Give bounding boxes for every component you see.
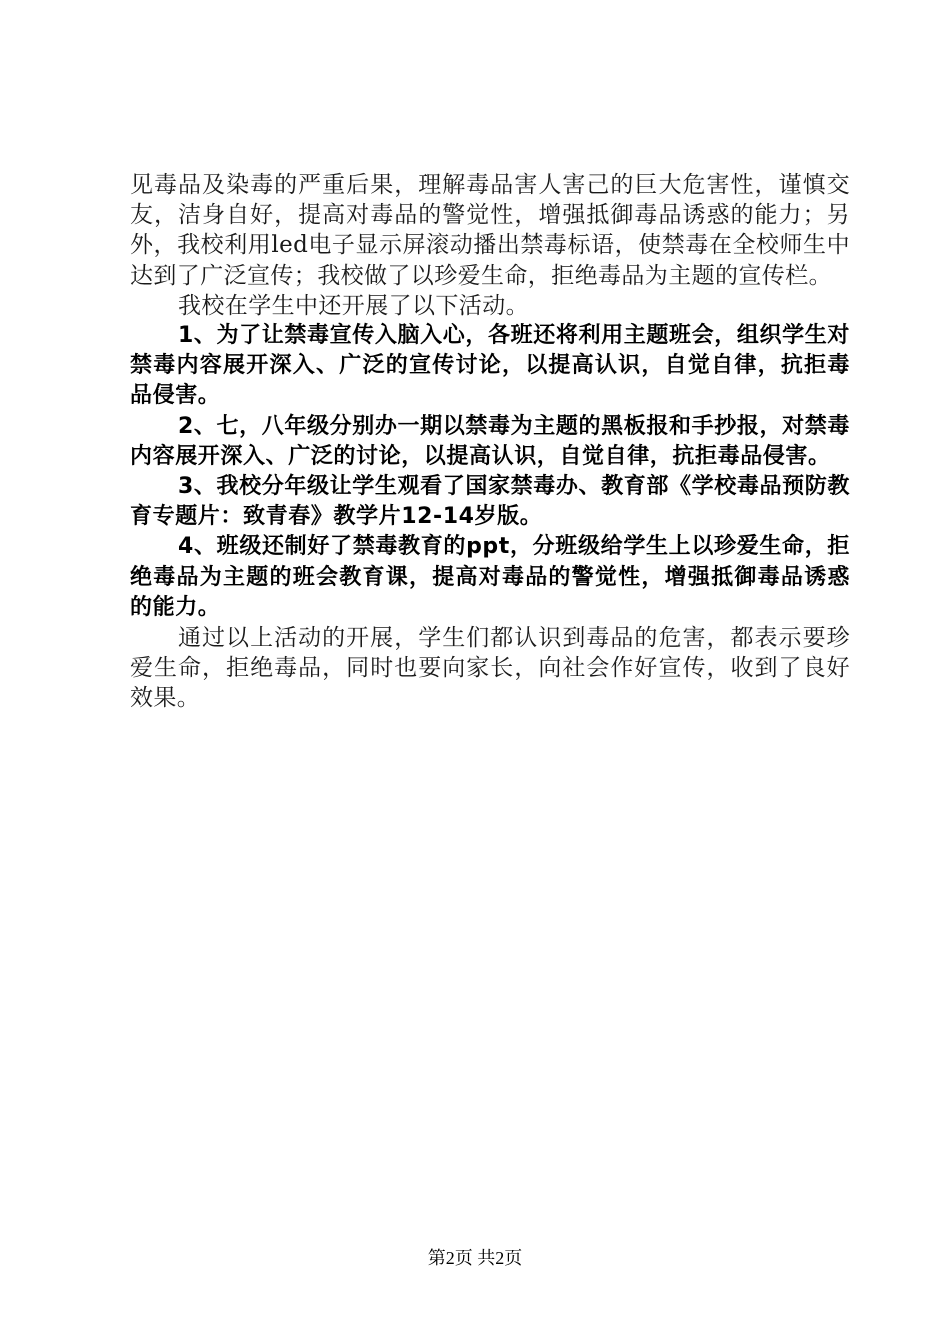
paragraph-activities-intro: 我校在学生中还开展了以下活动。	[178, 292, 529, 319]
paragraph-conclusion: 通过以上活动的开展，学生们都认识到毒品的危害，都表示要珍爱生命，拒绝毒品，同时也要向家长，向社会作好宣传，收到了良好效果。	[130, 625, 850, 712]
paragraph-activity-1: 1、为了让禁毒宣传入脑入心，各班还将利用主题班会，组织学生对禁毒内容展开深入、广泛的宣传讨论，以提高认识，自觉自律，抗拒毒品侵害。	[130, 323, 850, 409]
paragraph-activity-4: 4、班级还制好了禁毒教育的ppt，分班级给学生上以珍爱生命，拒绝毒品为主题的班会教育课，提高对毒品的警觉性，增强抵御毒品诱惑的能力。	[130, 534, 850, 620]
paragraph-continuation: 见毒品及染毒的严重后果，理解毒品害人害己的巨大危害性，谨慎交友，洁身自好，提高对毒品的警觉性，增强抵御毒品诱惑的能力；另外，我校利用led电子显示屏滚动播出禁毒标语，使禁毒在全校师生中达到了广泛宣传；我校做了以珍爱生命，拒绝毒品为主题的宣传栏。	[130, 172, 850, 289]
page-number-footer: 第2页 共2页	[427, 1248, 523, 1268]
paragraph-activity-2: 2、七，八年级分别办一期以禁毒为主题的黑板报和手抄报，对禁毒内容展开深入、广泛的讨论，以提高认识，自觉自律，抗拒毒品侵害。	[130, 413, 850, 469]
document-body	[130, 170, 850, 714]
paragraph-activity-3: 3、我校分年级让学生观看了国家禁毒办、教育部《学校毒品预防教育专题片：致青春》教学片12-14岁版。	[130, 474, 850, 530]
